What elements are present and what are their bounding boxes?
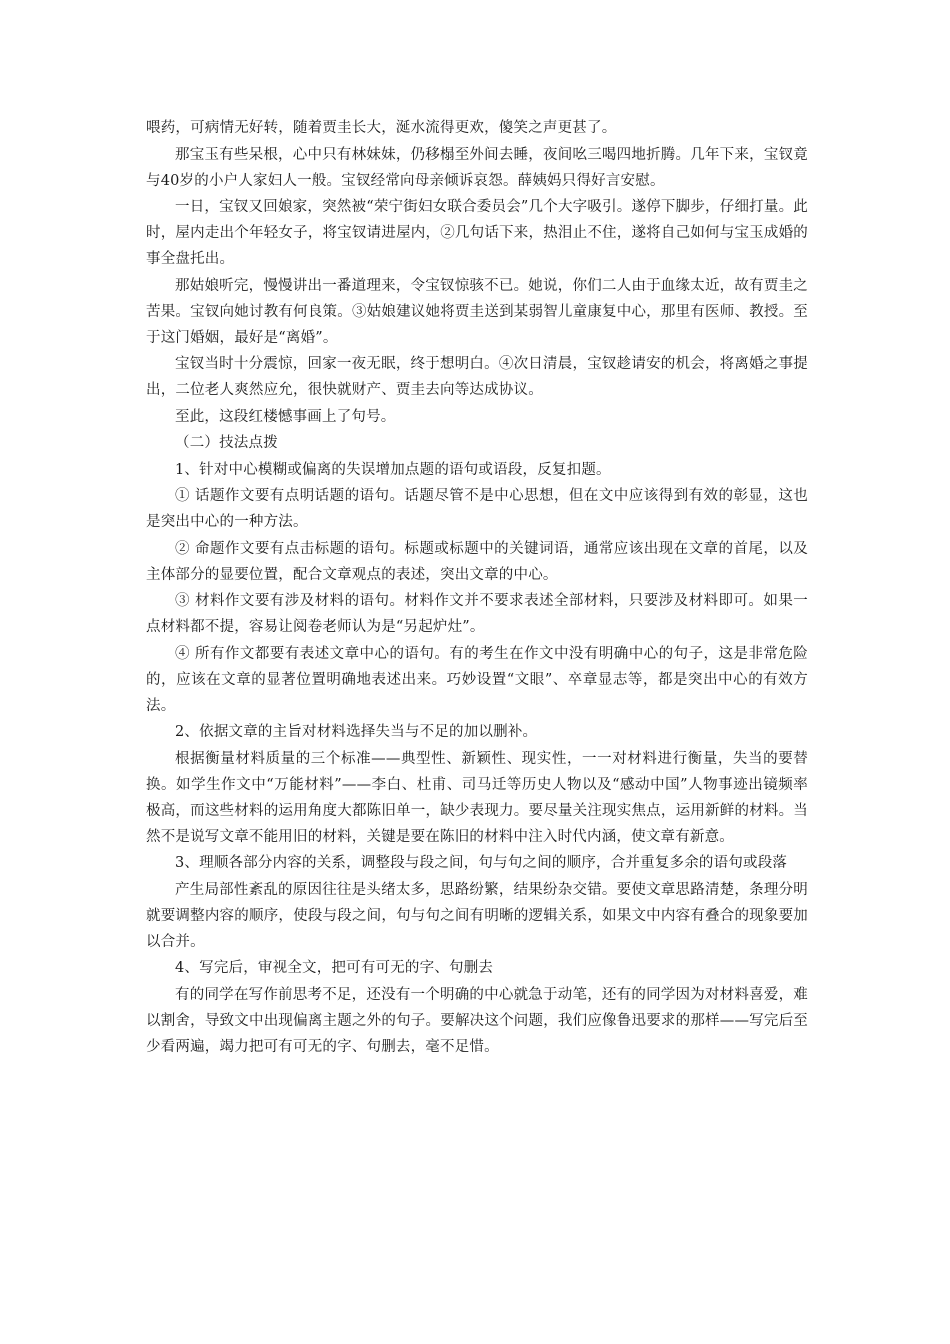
- paragraph: 有的同学在写作前思考不足，还没有一个明确的中心就急于动笔，还有的同学因为对材料喜爱，难以割舍，导致文中出现偏离主题之外的句子。要解决这个问题，我们应像鲁迅要求的那样——写完后至少看两遍，竭力把可有可无的字、句删去，毫不足惜。: [146, 986, 808, 1055]
- section-heading: （二）技法点拨: [175, 435, 278, 451]
- list-item: ① 话题作文要有点明话题的语句。话题尽管不是中心思想，但在文中应该得到有效的彰显，这也是突出中心的一种方法。: [146, 488, 808, 530]
- list-item: ④ 所有作文都要有表述文章中心的语句。有的考生在作文中没有明确中心的句子，这是非常危险的，应该在文章的显著位置明确地表述出来。巧妙设置“文眼”、卒章显志等，都是突出中心的有效方法。: [146, 645, 808, 714]
- paragraph: 一日，宝钗又回娘家，突然被“荣宁街妇女联合委员会”几个大字吸引。遂停下脚步，仔细打量。此时，屋内走出个年轻女子，将宝钗请进屋内，②几句话下来，热泪止不住，遂将自己如何与宝玉成婚的事全盘托出。: [146, 199, 808, 267]
- subheading: 3、理顺各部分内容的关系，调整段与段之间，句与句之间的顺序，合并重复多余的语句或段落: [175, 855, 788, 871]
- list-item: ② 命题作文要有点击标题的语句。标题或标题中的关键词语，通常应该出现在文章的首尾，以及主体部分的显要位置，配合文章观点的表述，突出文章的中心。: [146, 540, 808, 583]
- paragraph: 宝钗当时十分震惊，回家一夜无眠，终于想明白。④次日清晨，宝钗趁请安的机会，将离婚之事提出，二位老人爽然应允，很快就财产、贾圭去向等达成协议。: [146, 356, 808, 398]
- subheading: 2、依据文章的主旨对材料选择失当与不足的加以删补。: [175, 724, 538, 740]
- paragraph: 根据衡量材料质量的三个标准——典型性、新颖性、现实性，一一对材料进行衡量，失当的要替换。如学生作文中“万能材料”——李白、杜甫、司马迁等历史人物以及“感动中国”人物事迹出镜频率极高，而这些材料的运用角度大都陈旧单一，缺少表现力。要尽量关注现实焦点，运用新鲜的材料。当然不是说写文章不能用旧的材料，关键是要在陈旧的材料中注入时代内涵，使文章有新意。: [146, 750, 808, 845]
- document-body: [146, 115, 808, 1060]
- list-item: ③ 材料作文要有涉及材料的语句。材料作文并不要求表述全部材料，只要涉及材料即可。如果一点材料都不提，容易让阅卷老师认为是“另起炉灶”。: [146, 593, 808, 635]
- paragraph: 至此，这段红楼憾事画上了句号。: [175, 408, 396, 425]
- paragraph: 喂药，可病情无好转，随着贾圭长大，涎水流得更欢，傻笑之声更甚了。: [146, 120, 617, 136]
- subheading: 4、写完后，审视全文，把可有可无的字、句删去: [175, 960, 494, 976]
- paragraph: 那姑娘听完，慢慢讲出一番道理来，令宝钗惊骇不已。她说，你们二人由于血缘太近，故有贾圭之苦果。宝钗向她讨教有何良策。③姑娘建议她将贾圭送到某弱智儿童康复中心，那里有医师、教授。至于这门婚姻，最好是“离婚”。: [146, 277, 808, 346]
- paragraph: 产生局部性紊乱的原因往往是头绪太多，思路纷繁，结果纷杂交错。要使文章思路清楚，条理分明就要调整内容的顺序，使段与段之间，句与句之间有明晰的逻辑关系，如果文中内容有叠合的现象要加以合并。: [146, 881, 808, 950]
- subheading: 1、针对中心模糊或偏离的失误增加点题的语句或语段，反复扣题。: [175, 461, 611, 478]
- paragraph: 那宝玉有些呆根，心中只有林妹妹，仍移榻至外间去睡，夜间吆三喝四地折腾。几年下来，宝钗竟与40岁的小户人家妇人一般。宝钗经常向母亲倾诉哀怨。薛姨妈只得好言安慰。: [146, 146, 808, 189]
